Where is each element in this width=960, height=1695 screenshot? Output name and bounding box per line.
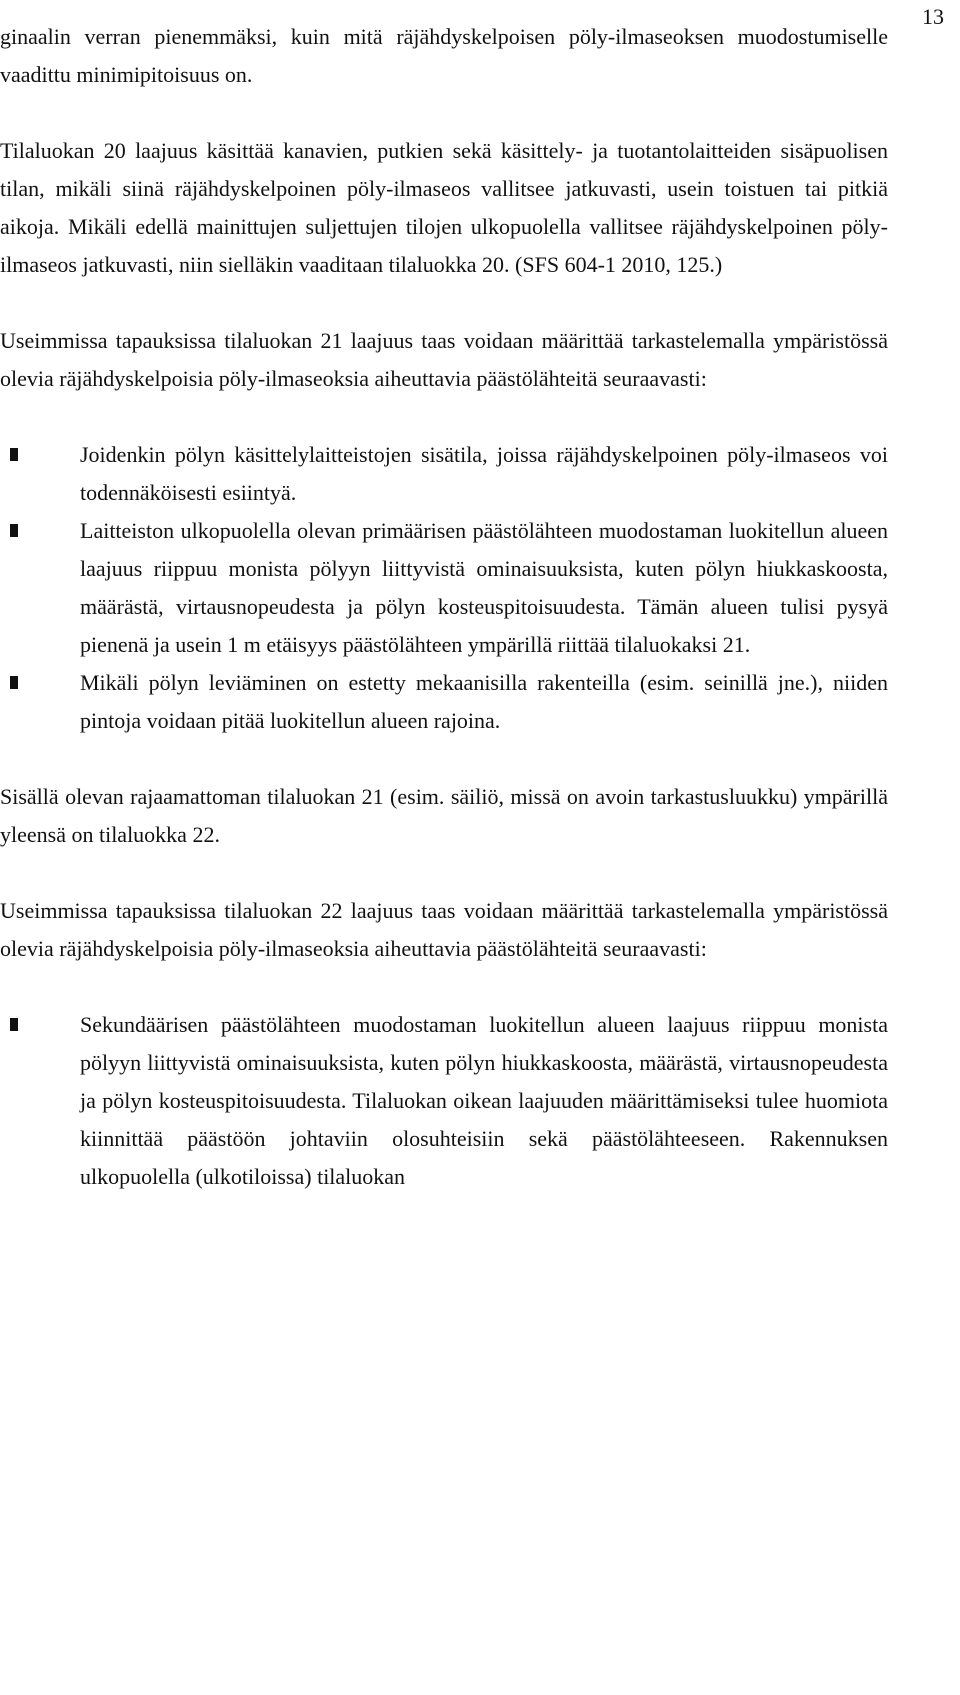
paragraph-tilaluokka-22-surroundings: Sisällä olevan rajaamattoman tilaluokan 21 (esim. säiliö, missä on avoin tarkastusluukku) ympärillä yleensä on tilaluokka 22. (0, 784, 888, 847)
list-item (0, 436, 888, 512)
square-bullet-icon (10, 1018, 18, 1031)
list-item-text: Mikäli pölyn leviäminen on estetty mekaanisilla rakenteilla (esim. seinillä jne.), niiden pintoja voidaan pitää luokitellun alueen rajoina. (80, 670, 888, 733)
paragraph-gap (0, 284, 888, 322)
list-item (0, 1006, 888, 1196)
paragraph-tilaluokka-22-intro: Useimmissa tapauksissa tilaluokan 22 laajuus taas voidaan määrittää tarkastelemalla ympäristössä olevia räjähdyskelpoisia pöly-ilmaseoksia aiheuttavia päästölähteitä seuraavasti: (0, 898, 888, 961)
square-bullet-icon (10, 448, 18, 461)
list-item-text: Joidenkin pölyn käsittelylaitteistojen sisätila, joissa räjähdyskelpoinen pöly-ilmaseos voi todennäköisesti esiintyä. (80, 442, 888, 505)
document-body (0, 18, 888, 1196)
square-bullet-icon (10, 524, 18, 537)
paragraph-tilaluokka-21-intro: Useimmissa tapauksissa tilaluokan 21 laajuus taas voidaan määrittää tarkastelemalla ympäristössä olevia räjähdyskelpoisia pöly-ilmaseoksia aiheuttavia päästölähteitä seuraavasti: (0, 328, 888, 391)
paragraph-gap (0, 968, 888, 1006)
list-item (0, 664, 888, 740)
page-number: 13 (922, 4, 944, 29)
list-item-text: Sekundäärisen päästölähteen muodostaman luokitellun alueen laajuus riippuu monista pölyyn liittyvistä ominaisuuksista, kuten pölyn hiukkaskoosta, määrästä, virtausnopeudesta ja pölyn kosteuspitoisuudesta. Tilaluokan oikean laajuuden määrittämiseksi tulee huomiota kiinnittää päästöön johtaviin olosuhteisiin sekä päästölähteeseen. Rakennuksen ulkopuolella (ulkotiloissa) tilaluokan (80, 1012, 888, 1189)
list-item (0, 512, 888, 664)
paragraph-gap (0, 398, 888, 436)
bullet-list-22 (0, 1006, 888, 1196)
square-bullet-icon (10, 676, 18, 689)
list-item-text: Laitteiston ulkopuolella olevan primäärisen päästölähteen muodostaman luokitellun alueen laajuus riippuu monista pölyyn liittyvistä ominaisuuksista, kuten pölyn hiukkaskoosta, määrästä, virtausnopeudesta ja pölyn kosteuspitoisuudesta. Tämän alueen tulisi pysyä pienenä ja usein 1 m etäisyys päästölähteen ympärillä riittää tilaluokaksi 21. (80, 518, 888, 657)
paragraph-continuation: ginaalin verran pienemmäksi, kuin mitä räjähdyskelpoisen pöly-ilmaseoksen muodostumiselle vaadittu minimipitoisuus on. (0, 24, 888, 87)
paragraph-tilaluokka-20: Tilaluokan 20 laajuus käsittää kanavien, putkien sekä käsittely- ja tuotantolaitteiden sisäpuolisen tilan, mikäli siinä räjähdyskelpoinen pöly-ilmaseos vallitsee jatkuvasti, usein toistuen tai pitkiä aikoja. Mikäli edellä mainittujen suljettujen tilojen ulkopuolella vallitsee räjähdyskelpoinen pöly-ilmaseos jatkuvasti, niin sielläkin vaaditaan tilaluokka 20. (SFS 604-1 2010, 125.) (0, 138, 888, 277)
paragraph-gap (0, 94, 888, 132)
bullet-list-21 (0, 436, 888, 740)
paragraph-gap (0, 740, 888, 778)
paragraph-gap (0, 854, 888, 892)
